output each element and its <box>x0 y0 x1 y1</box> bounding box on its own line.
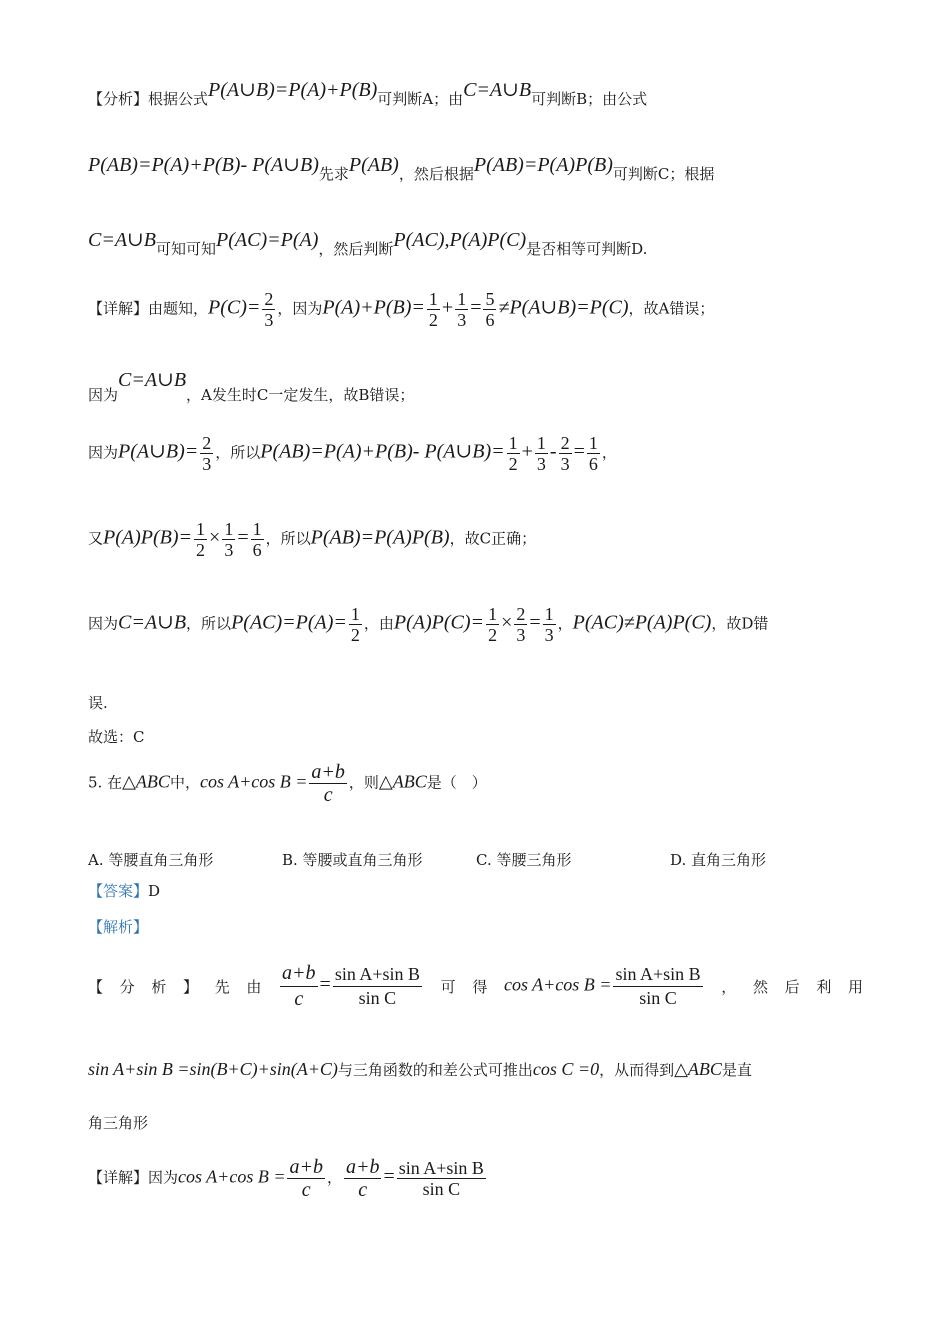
char: 分 <box>119 978 135 996</box>
text: ，所以 <box>186 614 232 633</box>
formula-pac-pairs: P(AC),P(A)P(C) <box>393 229 527 251</box>
denominator: sin C <box>639 988 677 1008</box>
text: ，因为 <box>277 299 323 318</box>
numerator: 5 <box>485 289 495 309</box>
fraction <box>344 1157 382 1200</box>
operator: = <box>529 611 541 634</box>
operator: = <box>470 296 482 319</box>
analysis-line-q5 <box>88 962 863 1011</box>
char: 析 <box>151 978 167 996</box>
formula: cos A+cos B = <box>504 974 612 995</box>
formula-independence: P(AB)=P(A)P(B) <box>473 154 613 176</box>
formula: P(A∪B)= <box>118 440 199 463</box>
detail-tag: 【详解】因为 <box>88 1168 179 1187</box>
numerator: 1 <box>588 433 598 453</box>
text: ， <box>557 614 573 633</box>
text: 又 <box>88 529 104 548</box>
operator: + <box>521 440 533 463</box>
text: ，由 <box>363 614 394 633</box>
fraction <box>200 434 213 473</box>
text: 可知可知 <box>156 240 217 258</box>
formula: cos C =0 <box>532 1059 600 1079</box>
text: ，所以 <box>265 529 311 548</box>
denominator: 6 <box>588 454 598 474</box>
char: 后 <box>784 978 800 996</box>
analysis-line-3 <box>88 229 648 258</box>
denominator: 2 <box>350 625 360 645</box>
formula-pab: P(AB) <box>348 154 399 176</box>
text: ，从而得到 <box>599 1061 675 1079</box>
text: ，故D错 <box>711 614 769 633</box>
text: 因为 <box>88 614 119 633</box>
char: 利 <box>816 978 832 996</box>
fraction <box>486 605 499 644</box>
numerator: 1 <box>350 604 360 624</box>
denominator: 3 <box>224 540 234 560</box>
text: 是（ ） <box>426 773 487 792</box>
text: 可判断B；由公式 <box>531 90 648 108</box>
numerator: 2 <box>264 289 274 309</box>
denominator: sin C <box>422 1179 461 1199</box>
numerator: a+b <box>289 1156 323 1178</box>
denominator: 2 <box>428 310 438 330</box>
solution-tag: 【解析】 <box>88 918 149 936</box>
char: 】 <box>183 978 199 996</box>
text: 因为 <box>88 386 119 404</box>
formula: cos A+cos B = <box>178 1166 286 1187</box>
formula-group <box>278 962 424 1011</box>
answer-tag: 【答案】 <box>88 882 149 900</box>
formula: cos A+cos B = <box>199 771 308 792</box>
numerator: 2 <box>516 604 526 624</box>
numerator: sin A+sin B <box>613 964 702 987</box>
fraction <box>194 520 207 559</box>
char: 用 <box>847 978 863 996</box>
numerator: 1 <box>196 519 206 539</box>
question-number: 5. 在 <box>88 773 123 792</box>
operator: = <box>319 973 331 996</box>
formula: P(A)+P(B)= <box>322 296 425 319</box>
denominator: 3 <box>202 454 212 474</box>
char: 【 <box>88 978 104 996</box>
text: 中， <box>169 773 200 792</box>
formula: ≠P(A∪B)=P(C) <box>498 296 629 319</box>
fraction <box>507 434 520 473</box>
numerator: 1 <box>488 604 498 624</box>
fraction <box>535 434 548 473</box>
formula-triangle: △ABC <box>674 1059 722 1079</box>
fraction <box>587 434 600 473</box>
fraction <box>455 290 468 329</box>
analysis-line-2 <box>88 154 715 183</box>
text: 可判断C；根据 <box>612 165 715 183</box>
denominator: 3 <box>516 625 526 645</box>
operator: × <box>501 611 513 634</box>
text: 与三角函数的和差公式可推出 <box>337 1061 533 1079</box>
detail-line-5 <box>88 605 768 644</box>
fraction <box>397 1159 486 1198</box>
answer-line <box>88 884 160 899</box>
denominator: c <box>358 1179 368 1201</box>
operator: = <box>237 526 249 549</box>
detail-line-2 <box>88 369 415 404</box>
denominator: c <box>323 784 333 806</box>
numerator: sin A+sin B <box>398 1158 484 1178</box>
text: ，A发生时C一定发生，故B错误； <box>186 386 415 404</box>
detail-tag: 【详解】由题知， <box>88 299 209 318</box>
detail-line-4 <box>88 520 536 559</box>
formula-pab-expand: P(AB)=P(A)+P(B)- P(A∪B) <box>88 154 319 176</box>
fraction <box>613 964 702 1009</box>
text: 先求 <box>318 165 349 183</box>
denominator: 3 <box>457 310 467 330</box>
denominator: 2 <box>196 540 206 560</box>
fraction <box>333 964 422 1009</box>
numerator: 2 <box>202 433 212 453</box>
formula-triangle: △ABC <box>122 771 170 792</box>
operator: + <box>441 296 454 319</box>
operator: = <box>573 440 585 463</box>
text: ，故A错误； <box>628 299 715 318</box>
detail-line-6: 误. <box>88 694 108 712</box>
fraction <box>262 290 275 329</box>
operator: = <box>383 1165 395 1188</box>
fraction <box>427 290 440 329</box>
question-5 <box>88 762 487 805</box>
text: ，则 <box>348 773 379 792</box>
numerator: 1 <box>544 604 554 624</box>
numerator: 2 <box>560 433 570 453</box>
text: ，故C正确； <box>449 529 537 548</box>
numerator: a+b <box>345 1156 380 1178</box>
detail-line-1 <box>88 290 714 329</box>
text: 可判断A；由 <box>377 90 464 108</box>
formula-c-union: C=A∪B <box>88 229 157 251</box>
formula: sin A+sin B =sin(B+C)+sin(A+C) <box>88 1059 338 1079</box>
char: 可 <box>440 978 456 996</box>
text: ， <box>601 443 617 462</box>
final-choice: 故选：C <box>88 728 145 746</box>
denominator: 3 <box>560 454 570 474</box>
denominator: c <box>301 1179 311 1201</box>
choice-c: C. 等腰三角形 <box>476 851 572 869</box>
formula: P(AB)=P(A)P(B) <box>310 526 450 549</box>
numerator: sin A+sin B <box>333 964 422 987</box>
text: 因为 <box>88 443 119 462</box>
denominator: 3 <box>544 625 554 645</box>
char: 然 <box>752 978 768 996</box>
char: 得 <box>472 978 488 996</box>
choice-a: A. 等腰直角三角形 <box>88 851 214 869</box>
numerator: a+b <box>280 962 318 987</box>
fraction <box>514 605 527 644</box>
text: ，然后根据 <box>398 165 474 183</box>
numerator: a+b <box>311 761 345 783</box>
formula: P(A)P(C)= <box>393 611 485 634</box>
formula: P(C)= <box>208 296 261 319</box>
analysis-line-1 <box>88 79 648 108</box>
formula: P(AC)≠P(A)P(C) <box>572 611 712 634</box>
answer-value: D <box>148 882 161 900</box>
analysis-line-q5-2 <box>88 1060 752 1078</box>
char: 由 <box>246 978 262 996</box>
formula: C=A∪B <box>118 369 187 391</box>
analysis-line-q5-3: 角三角形 <box>88 1114 149 1132</box>
fraction <box>559 434 572 473</box>
denominator: c <box>294 988 304 1010</box>
formula-union-sum: P(A∪B)=P(A)+P(B) <box>208 79 378 101</box>
denominator: 3 <box>264 310 274 330</box>
fraction <box>483 290 496 329</box>
fraction <box>287 1157 325 1200</box>
char: 先 <box>214 978 230 996</box>
fraction <box>222 520 235 559</box>
analysis-tag: 【分析】根据公式 <box>88 90 209 108</box>
choice-d: D. 直角三角形 <box>670 851 767 869</box>
formula-triangle: △ABC <box>378 771 427 792</box>
denominator: 6 <box>485 310 495 330</box>
detail-line-q5 <box>88 1157 488 1200</box>
fraction <box>309 762 347 805</box>
denominator: 3 <box>536 454 546 474</box>
denominator: 2 <box>488 625 498 645</box>
text: ， <box>326 1168 342 1187</box>
operator: - <box>549 440 557 463</box>
choice-b: B. 等腰或直角三角形 <box>282 851 423 869</box>
numerator: 1 <box>536 433 546 453</box>
formula-c-union: C=A∪B <box>463 79 532 101</box>
formula-group <box>504 964 705 1009</box>
numerator: 1 <box>508 433 518 453</box>
char: ， <box>721 978 737 996</box>
denominator: sin C <box>358 988 397 1008</box>
text: ，所以 <box>215 443 261 462</box>
numerator: 1 <box>428 289 438 309</box>
operator: × <box>209 526 221 549</box>
formula-pac: P(AC)=P(A) <box>216 229 319 251</box>
text: ，然后判断 <box>318 240 394 258</box>
text: 是否相等可判断D. <box>526 240 648 258</box>
formula: P(AB)=P(A)+P(B)- P(A∪B)= <box>260 440 505 463</box>
fraction <box>251 520 264 559</box>
detail-line-3 <box>88 434 617 473</box>
fraction <box>280 962 318 1011</box>
fraction <box>349 605 362 644</box>
numerator: 1 <box>252 519 262 539</box>
formula: P(AC)=P(A)= <box>231 611 347 634</box>
text: 是直 <box>721 1061 752 1079</box>
numerator: 1 <box>224 519 234 539</box>
fraction <box>543 605 556 644</box>
numerator: 1 <box>457 289 467 309</box>
denominator: 2 <box>508 454 518 474</box>
denominator: 6 <box>252 540 262 560</box>
formula: P(A)P(B)= <box>103 526 193 549</box>
formula: C=A∪B <box>118 611 187 634</box>
